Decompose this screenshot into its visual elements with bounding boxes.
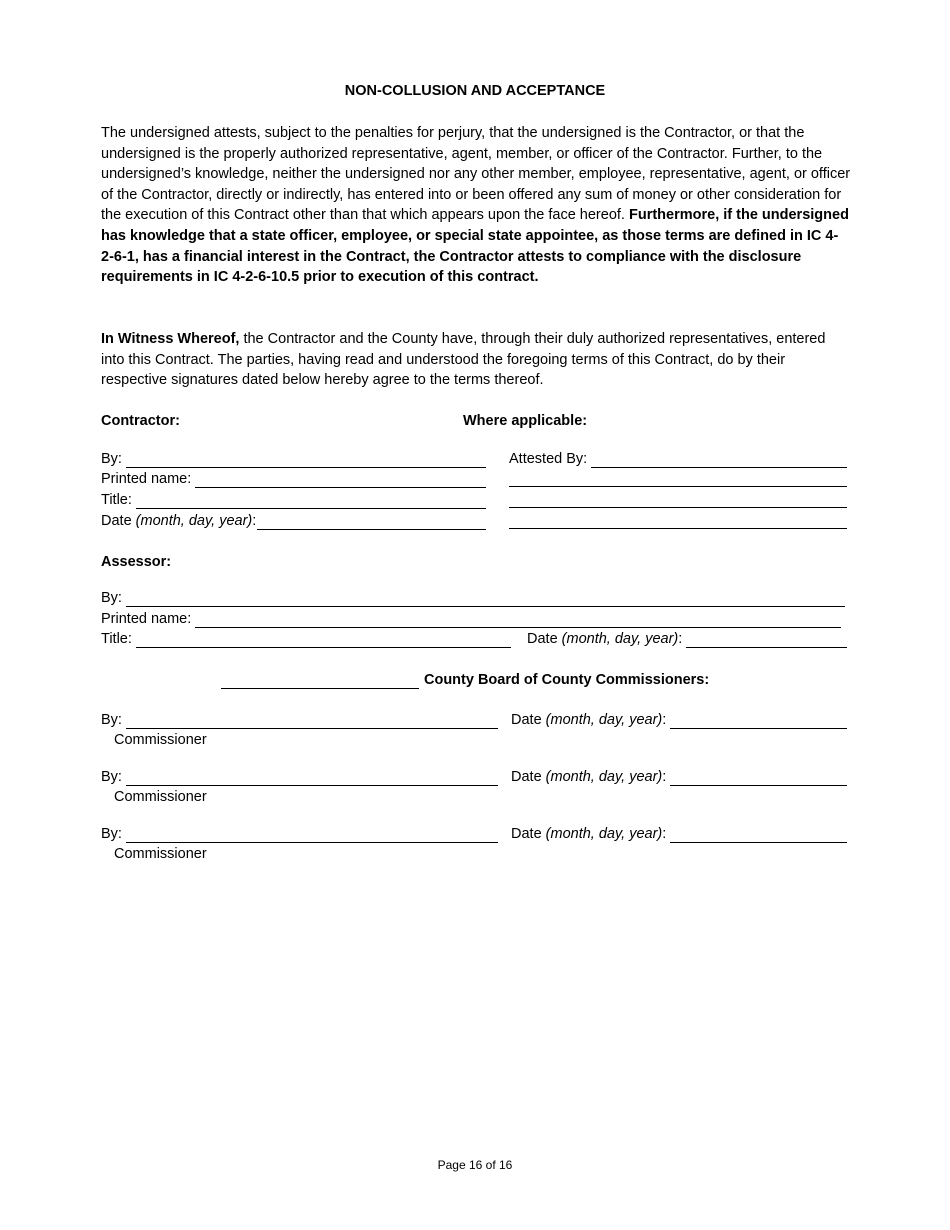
attested-by-field[interactable] bbox=[509, 450, 847, 468]
assessor-title-label: Title: bbox=[101, 631, 132, 647]
contractor-printed-name-field[interactable] bbox=[101, 470, 486, 488]
assessor-title-line[interactable] bbox=[136, 633, 511, 648]
contractor-date-field[interactable] bbox=[101, 512, 486, 530]
assessor-title-field[interactable] bbox=[101, 630, 511, 648]
attested-line-3[interactable] bbox=[509, 507, 847, 508]
county-name-line[interactable] bbox=[221, 688, 419, 689]
witness-paragraph bbox=[101, 329, 851, 391]
commissioner-date-label bbox=[511, 768, 666, 786]
date-format: (month, day, year) bbox=[545, 826, 663, 842]
assessor-date-label bbox=[527, 630, 682, 648]
date-suffix: : bbox=[662, 712, 667, 728]
contractor-printed-name-line[interactable] bbox=[195, 473, 486, 488]
assessor-by-line[interactable] bbox=[126, 592, 845, 607]
county-board-heading: County Board of County Commissioners: bbox=[424, 672, 710, 688]
attested-by-label: Attested By: bbox=[509, 451, 588, 467]
contractor-date-label bbox=[101, 512, 256, 530]
assessor-printed-name-line[interactable] bbox=[195, 613, 841, 628]
witness-text: the Contractor and the County have, through their duly authorized representatives, entered into this Contract. The parties, having read and understood the foregoing terms of this Contract, do by their respective signatures dated below hereby agree to the terms thereof. bbox=[101, 331, 826, 389]
date-format: (month, day, year) bbox=[545, 769, 663, 785]
assessor-printed-name-field[interactable] bbox=[101, 610, 841, 628]
contractor-date-line[interactable] bbox=[257, 515, 486, 530]
attested-line-2[interactable] bbox=[509, 486, 847, 487]
commissioner-date-label bbox=[511, 711, 666, 729]
date-suffix: : bbox=[662, 826, 667, 842]
commissioner-1-date-line[interactable] bbox=[670, 714, 847, 729]
commissioner-2-by-field[interactable] bbox=[101, 768, 498, 786]
date-format: (month, day, year) bbox=[135, 513, 253, 529]
date-prefix: Date bbox=[511, 769, 542, 785]
date-format: (month, day, year) bbox=[545, 712, 663, 728]
commissioner-3-by-field[interactable] bbox=[101, 825, 498, 843]
page-title: NON-COLLUSION AND ACCEPTANCE bbox=[344, 83, 606, 99]
commissioner-by-label: By: bbox=[101, 712, 122, 728]
date-suffix: : bbox=[678, 631, 683, 647]
assessor-printed-name-label: Printed name: bbox=[101, 611, 192, 627]
attested-line-4[interactable] bbox=[509, 528, 847, 529]
commissioner-3-date-field[interactable] bbox=[511, 825, 847, 843]
date-prefix: Date bbox=[101, 513, 132, 529]
assessor-by-label: By: bbox=[101, 590, 122, 606]
assessor-date-field[interactable] bbox=[527, 630, 847, 648]
paragraph-text: The undersigned attests, subject to the penalties for perjury, that the undersigned is the Contractor, or that the undersigned is the properly authorized representative, agent, member, or officer of the Contractor. Further, to the undersigned’s knowledge, neither the undersigned nor any other member, employee, representative, agent, or officer of the Contractor, directly or indirectly, has entered into or been offered any sum of money or other consideration for the execution of this Contract other than that which appears upon the face hereof. bbox=[101, 125, 851, 224]
contractor-printed-name-label: Printed name: bbox=[101, 471, 192, 487]
paragraph-bold-text: Furthermore, if the undersigned has knowledge that a state officer, employee, or special state appointee, as those terms are defined in IC 4-2-6-1, has a financial interest in the Contract, the Contractor attests to compliance with the disclosure requirements in IC 4-2-6-10.5 prior to execution of this contract. bbox=[101, 207, 849, 286]
date-prefix: Date bbox=[511, 712, 542, 728]
date-suffix: : bbox=[252, 513, 257, 529]
commissioner-1-role: Commissioner bbox=[114, 732, 207, 748]
commissioner-2-role: Commissioner bbox=[114, 789, 207, 805]
commissioner-3-role: Commissioner bbox=[114, 846, 207, 862]
contractor-title-label: Title: bbox=[101, 492, 132, 508]
commissioner-3-date-line[interactable] bbox=[670, 828, 847, 843]
date-prefix: Date bbox=[527, 631, 558, 647]
assessor-date-line[interactable] bbox=[686, 633, 847, 648]
commissioner-by-label: By: bbox=[101, 769, 122, 785]
commissioner-2-date-field[interactable] bbox=[511, 768, 847, 786]
contractor-by-label: By: bbox=[101, 451, 122, 467]
contractor-title-field[interactable] bbox=[101, 491, 486, 509]
where-applicable-heading: Where applicable: bbox=[463, 413, 588, 429]
commissioner-1-signature-line[interactable] bbox=[126, 714, 498, 729]
commissioner-1-by-field[interactable] bbox=[101, 711, 498, 729]
assessor-heading: Assessor: bbox=[101, 554, 172, 570]
contractor-title-line[interactable] bbox=[136, 494, 486, 509]
date-prefix: Date bbox=[511, 826, 542, 842]
page-number: Page 16 of 16 bbox=[437, 1158, 513, 1172]
contractor-by-line[interactable] bbox=[126, 453, 486, 468]
commissioner-by-label: By: bbox=[101, 826, 122, 842]
date-suffix: : bbox=[662, 769, 667, 785]
attested-by-line[interactable] bbox=[591, 453, 847, 468]
date-format: (month, day, year) bbox=[561, 631, 679, 647]
non-collusion-paragraph bbox=[101, 123, 851, 288]
commissioner-2-signature-line[interactable] bbox=[126, 771, 498, 786]
witness-bold-text: In Witness Whereof, bbox=[101, 331, 240, 347]
commissioner-2-date-line[interactable] bbox=[670, 771, 847, 786]
commissioner-1-date-field[interactable] bbox=[511, 711, 847, 729]
assessor-by-field[interactable] bbox=[101, 589, 845, 607]
contractor-by-field[interactable] bbox=[101, 450, 486, 468]
commissioner-date-label bbox=[511, 825, 666, 843]
contractor-heading: Contractor: bbox=[101, 413, 180, 429]
commissioner-3-signature-line[interactable] bbox=[126, 828, 498, 843]
